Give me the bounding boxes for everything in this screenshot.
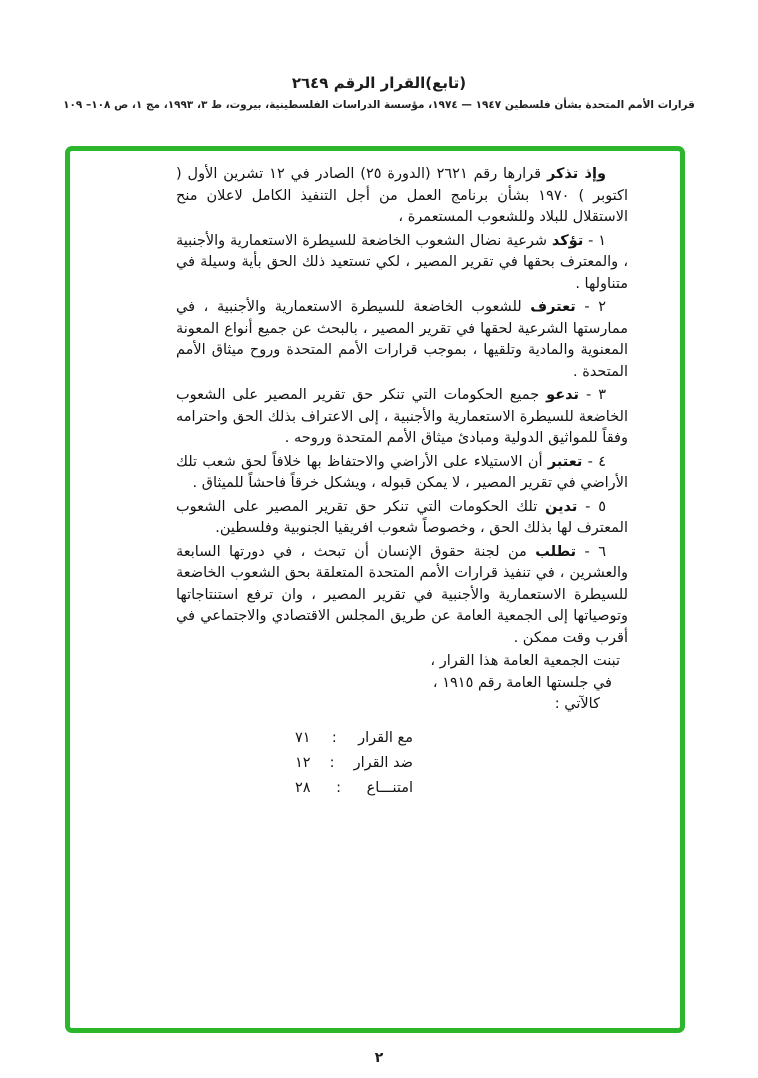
paragraph-preamble — [176, 164, 628, 229]
vote-row-abstentions — [295, 776, 413, 801]
paragraph-number: ٢ - — [575, 299, 606, 315]
paragraph-number: ٥ - — [577, 498, 606, 515]
paragraph-lead: تدين — [545, 498, 578, 515]
vote-row-in-favour — [295, 726, 413, 751]
vote-label: مع القرار — [358, 729, 413, 746]
green-content-frame — [65, 146, 685, 1033]
vote-row-against — [295, 751, 413, 776]
resolution-title: (تابع)القرار الرقم ٢٦٤٩ — [291, 74, 467, 92]
paragraph-body: أن الاستيلاء على الأراضي والاحتفاظ بها خلافاً لحق شعب تلك الأراضي في تقرير المصير ، لا يمكن قبوله ، ويشكل خرقاً فاحشاً للميثاق . — [176, 453, 628, 491]
paragraph-lead: تدعو — [546, 387, 579, 403]
paragraph-1 — [176, 231, 628, 296]
paragraph-body: قرارها رقم ٢٦٢١ (الدورة ٢٥) الصادر في ١٢ تشرين الأول ( اكتوبر ) ١٩٧٠ بشأن برنامج العمل من أجل التنفيذ الكامل لاعلان منح الاستقلال للبلاد وللشعوب المستعمرة ، — [176, 166, 628, 225]
paragraph-number: ٣ - — [578, 387, 607, 403]
paragraph-lead: وإذ تذكر — [546, 166, 606, 182]
vote-label: ضد القرار — [353, 754, 413, 771]
paragraph-body: للشعوب الخاضعة للسيطرة الاستعمارية والأجنبية ، في ممارستها الشرعية لحقها في تقرير المصير ، بالبحث عن جميع أنواع المعونة المعنوية والمادية وتلقيها ، بموجب قرارات الأمم المتحدة وروح ميثاق الأمم المتحدة . — [176, 299, 628, 380]
paragraph-body: شرعية نضال الشعوب الخاضعة للسيطرة الاستعمارية والأجنبية ، والمعترف بحقها في تقرير المصير ، لكي تستعيد ذلك الحق بأية وسيلة في متناولها . — [176, 232, 628, 292]
paragraph-body: جميع الحكومات التي تنكر حق تقرير المصير على الشعوب الخاضعة للسيطرة الاستعمارية والأجنبية ، إلى الاعتراف بذلك الحق واحترامه وفقاً للمواثيق الدولية ومبادئ ميثاق الأمم المتحدة وروحه . — [176, 387, 628, 446]
vote-value: ٧١ — [295, 729, 311, 746]
vote-tally — [295, 726, 413, 801]
paragraph-3 — [176, 385, 628, 450]
closing-line-2: في جلستها العامة رقم ١٩١٥ ، — [432, 674, 612, 691]
paragraph-2 — [176, 297, 628, 383]
paragraph-body: من لجنة حقوق الإنسان أن تبحث ، في دورتها السابعة والعشرين ، في تنفيذ قرارات الأمم المتحدة المتعلقة بحق الشعوب الخاضعة للسيطرة الاستعمارية والأجنبية في تقرير المصير ، وان ترفع استنتاجاتها وتوصياتها إلى الجمعية العامة عن طريق المجلس الاقتصادي والاجتماعي في أقرب وقت ممكن . — [176, 543, 628, 646]
vote-separator: : — [329, 754, 335, 771]
closing-line-3: كالآتي : — [554, 696, 600, 712]
paragraph-lead: تطلب — [535, 543, 577, 560]
paragraph-number: ٤ - — [582, 453, 606, 470]
paragraph-number: ١ - — [583, 232, 606, 249]
paragraph-lead: تعترف — [530, 299, 576, 315]
paragraph-body: تلك الحكومات التي تنكر حق تقرير المصير على الشعوب المعترف لها بذلك الحق ، وخصوصاً شعوب افريقيا الجنوبية وفلسطين. — [176, 498, 628, 536]
source-citation: قرارات الأمم المتحدة بشأن فلسطين ١٩٤٧ — ١٩٧٤، مؤسسة الدراسات الفلسطينية، بيروت، ط ٣، ١٩٩٣، مج ١، ص ١٠٨– ١٠٩ — [63, 99, 695, 111]
paragraph-4 — [176, 452, 628, 495]
vote-separator: : — [331, 729, 337, 746]
vote-separator: : — [336, 779, 342, 796]
paragraph-lead: تؤكد — [551, 232, 584, 249]
paragraph-5 — [176, 497, 628, 540]
page-header — [0, 74, 758, 111]
paragraph-number: ٦ - — [576, 543, 606, 560]
vote-value: ٢٨ — [295, 779, 311, 796]
closing-line-1: تبنت الجمعية العامة هذا القرار ، — [430, 653, 620, 669]
page-number: ٢ — [374, 1050, 384, 1066]
paragraph-6 — [176, 542, 628, 650]
resolution-text — [176, 164, 628, 801]
vote-value: ١٢ — [295, 754, 311, 771]
vote-label: امتنـــاع — [366, 779, 413, 796]
adoption-statement — [176, 651, 628, 716]
paragraph-lead: تعتبر — [547, 453, 583, 470]
